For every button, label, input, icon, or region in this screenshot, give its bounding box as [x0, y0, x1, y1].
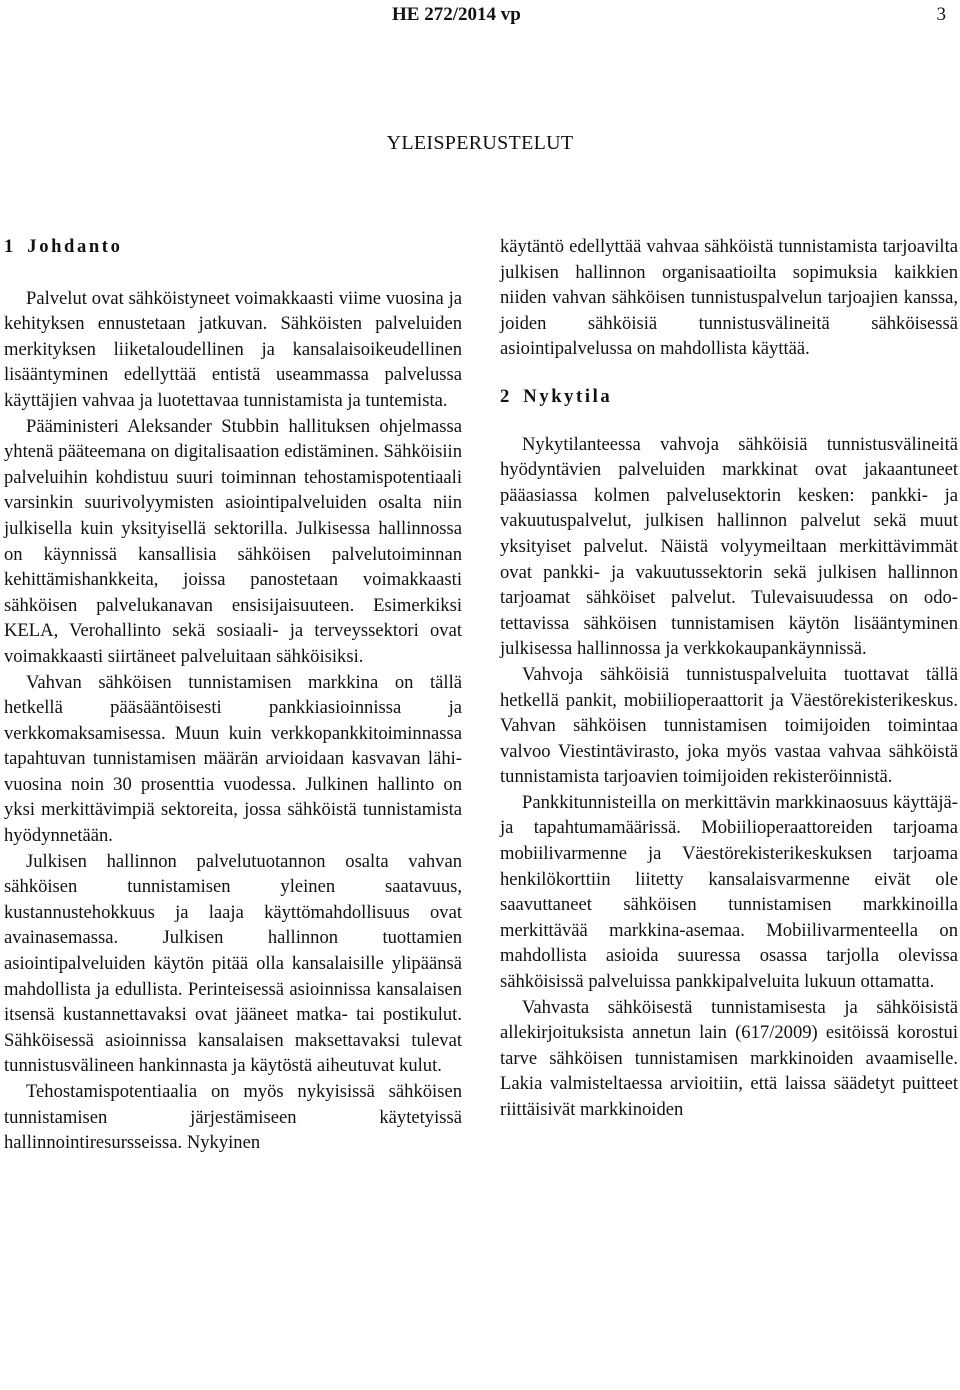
section-heading-nykytila — [500, 384, 958, 410]
left-column — [4, 234, 462, 1156]
section-number: 1 — [4, 236, 14, 257]
paragraph: Pankkitunnisteilla on merkittävin markkinaosuus käyttäjä- ja tapahtumamäärissä. Mobiilioperaattoreiden tarjoama mobiilivarmenne ja Väestörekisterikeskuksen tarjoama henkilökorttiin liitetty kansalaisvarmenne eivät ole saavuttaneet sähköisen tunnistamisen markkinoilla merkittävää markkina-asemaa. Mobiilivarmenteella on mahdollista asioida suuressa osassa tarjolla olevissa sähköisissä palveluissa pankkipalveluita lukuun ottamatta. — [500, 791, 958, 993]
paragraph: Vahvasta sähköisestä tunnistamisesta ja sähköisistä allekirjoituksista annetun lain (617/2009) esitöissä korostui tarve sähköisen tunnistamisen markkinoiden avaamiselle. Lakia valmisteltaessa arvioitiin, että laissa säädetyt puitteet riittäisivät markkinoiden — [500, 996, 958, 1120]
paragraph: Vahvoja sähköisiä tunnistuspalveluita tuottavat tällä hetkellä pankit, mobiilioperaattorit ja Väestörekisterikeskus. Vahvan sähköisen tunnistamisen toimijoiden toimintaa valvoo Viestintävirasto, joka myös vastaa vahvaa sähköistä tunnistamista tarjoavien toimijoiden rekisteröinnistä. — [500, 663, 958, 788]
section-heading-johdanto — [4, 234, 462, 260]
paragraph: Nykytilanteessa vahvoja sähköisiä tunnistusvälineitä hyödyntävien palveluiden markkinat ovat jakaantuneet pääasiassa kolmen palvelusektorin kesken: pankki- ja vakuutuspalvelut, julkisen hallinnon palvelut sekä muut yksityiset palvelut. Näistä volyymeiltaan merkittävimmät ovat pankki- ja vakuutussektorin sekä julkisen hallinnon tarjoamat sähköiset palvelut. Tulevaisuudessa on odotettavissa sähköisen tunnistamisen käytön lisääntyminen julkisessa hallinnossa ja verkkokaupankäynnissä. — [500, 433, 958, 660]
paragraph: Palvelut ovat sähköistyneet voimakkaasti viime vuosina ja kehityksen ennustetaan jatkuvan. Sähköisten palveluiden merkityksen liiketaloudellinen ja kansalaisoikeudellinen lisääntyminen edellyttää entistä useammassa palvelussa käyttäjien vahvaa ja luotettavaa tunnistamista ja tuntemista. — [4, 287, 462, 411]
paragraph: Julkisen hallinnon palvelutuotannon osalta vahvan sähköisen tunnistamisen yleinen saatavuus, kustannustehokkuus ja laaja käyttömahdollisuus ovat avainasemassa. Julkisen hallinnon tuottamien asiointipalveluiden käytön pitää olla kansalaisille ylipäänsä mahdollista ja edullista. Perinteisessä asioinnissa kansalaisen itsensä kustannettavaksi ovat jääneet matka- tai postikulut. Sähköisessä asioinnissa kansalaisen maksettavaksi tulevat tunnistusvälineen hankinnasta ja käytöstä aiheutuvat kulut. — [4, 850, 462, 1077]
section-title: Johdanto — [27, 236, 123, 257]
document-id: HE 272/2014 vp — [392, 4, 521, 25]
paragraph: Vahvan sähköisen tunnistamisen markkina on tällä hetkellä pääsääntöisesti pankkiasioinnissa ja verkkomaksamisessa. Muun kuin verkkopankkitoiminnassa tapahtuvan tunnistamisen määrän arvioidaan kasvavan lähivuosina noin 30 prosenttia vuodessa. Julkinen hallinto on yksi merkittävimpiä sektoreita, jossa sähköistä tunnistamista hyödynnetään. — [4, 671, 462, 847]
paragraph-continued: käytäntö edellyttää vahvaa sähköistä tunnistamista tarjoavilta julkisen hallinnon organisaatioilta sopimuksia kaikkien niiden vahvan sähköisen tunnistuspalvelun tarjoajien kanssa, joiden sähköisiä tunnistusvälineitä sähköisessä asiointipalvelussa on mahdollista käyttää. — [500, 236, 958, 360]
page-number: 3 — [936, 4, 946, 25]
right-column — [500, 234, 958, 1123]
section-number: 2 — [500, 385, 510, 407]
page-title: YLEISPERUSTELUT — [386, 132, 574, 154]
section-title: Nykytila — [523, 385, 613, 407]
paragraph: Tehostamispotentiaalia on myös nykyisissä sähköisen tunnistamisen järjestämiseen käytetyissä hallinnointiresursseissa. Nykyinen — [4, 1081, 462, 1154]
paragraph: Pääministeri Aleksander Stubbin hallituksen ohjelmassa yhtenä pääteemana on digitalisaation edistäminen. Sähköisiin palveluihin kohdistuu suuri toiminnan tehostamispotentiaali varsinkin suurivolyymisten asiointipalveluiden osalta niin julkisella kuin yksityisellä sektorilla. Julkisessa hallinnossa on käynnissä kansallisia sähköisen palvelutoiminnan kehittämishankkeita, joissa panostetaan voimakkaasti sähköisen palvelukanavan ensisijaisuuteen. Esimerkiksi KELA, Verohallinto sekä sosiaali- ja terveyssektori ovat voimakkaasti siirtäneet palveluitaan sähköisiksi. — [4, 415, 462, 667]
